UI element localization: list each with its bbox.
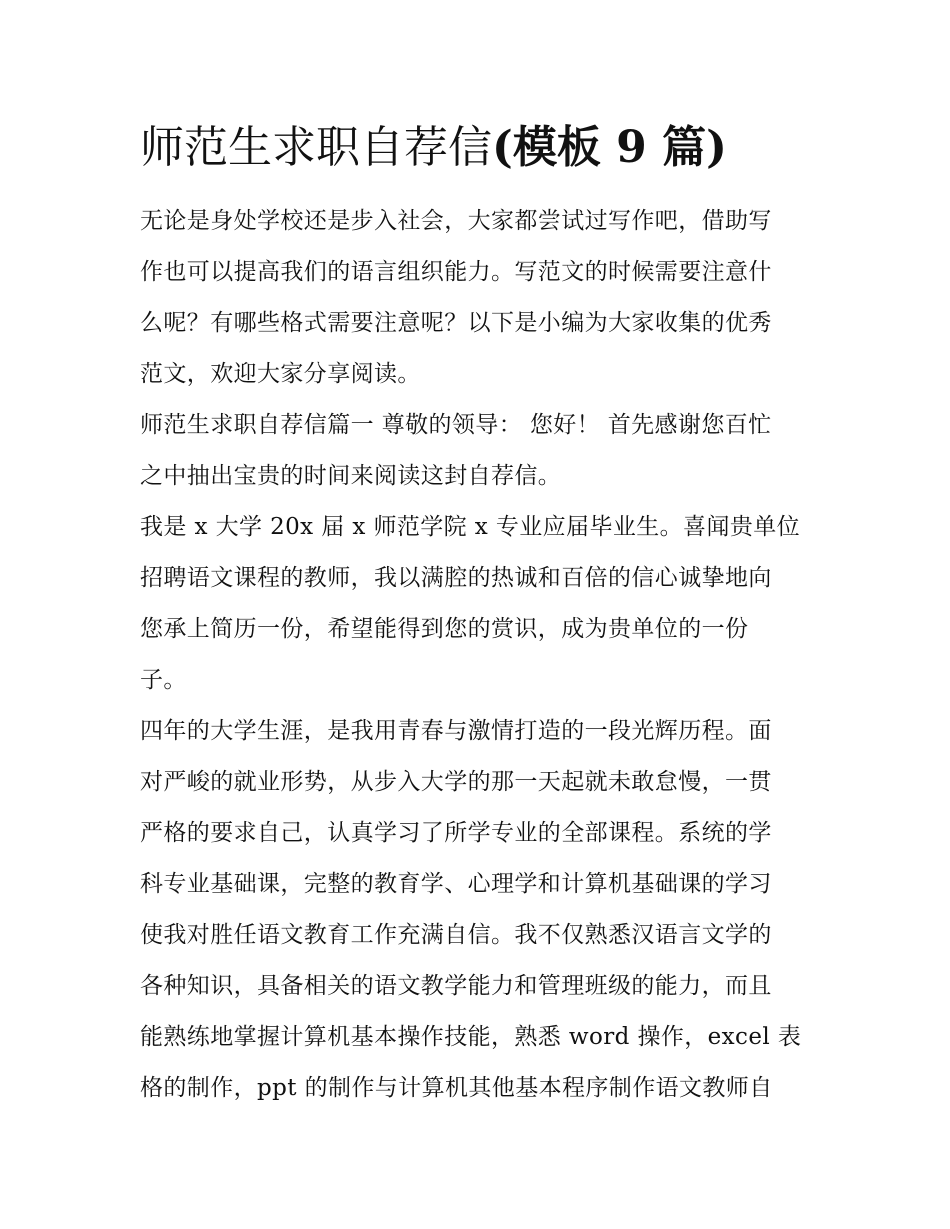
text-line: 您承上简历一份，希望能得到您的赏识，成为贵单位的一份: [140, 616, 749, 642]
text-line: 严格的要求自己，认真学习了所学专业的全部课程。系统的学: [140, 820, 772, 846]
paragraph-letter-greeting: [140, 400, 812, 502]
text-line: 使我对胜任语文教育工作充满自信。我不仅熟悉汉语言文学的: [140, 922, 772, 948]
text-line: 么呢？有哪些格式需要注意呢？以下是小编为大家收集的优秀: [140, 310, 772, 336]
text-line: 范文，欢迎大家分享阅读。: [140, 361, 421, 387]
paragraph-intro: [140, 196, 812, 400]
text-line: 四年的大学生涯，是我用青春与激情打造的一段光辉历程。面: [140, 718, 772, 744]
paragraph-self-intro: [140, 502, 812, 706]
text-line: 招聘语文课程的教师，我以满腔的热诚和百倍的信心诚挚地向: [140, 565, 772, 591]
paragraph-university-life: [140, 706, 812, 1114]
title-suffix: (模板 9 篇): [492, 122, 727, 173]
text-line: 科专业基础课，完整的教育学、心理学和计算机基础课的学习: [140, 871, 772, 897]
page-title: [140, 116, 840, 180]
text-line: 师范生求职自荐信篇一 尊敬的领导： 您好！ 首先感谢您百忙: [140, 412, 772, 438]
text-line: 作也可以提高我们的语言组织能力。写范文的时候需要注意什: [140, 259, 772, 285]
text-line: 对严峻的就业形势，从步入大学的那一天起就未敢怠慢，一贯: [140, 769, 772, 795]
text-line: 之中抽出宝贵的时间来阅读这封自荐信。: [140, 463, 562, 489]
text-line: 无论是身处学校还是步入社会，大家都尝试过写作吧，借助写: [140, 208, 772, 234]
text-line: 能熟练地掌握计算机基本操作技能，熟悉 word 操作，excel 表: [140, 1024, 802, 1050]
text-line: 我是 x 大学 20x 届 x 师范学院 x 专业应届毕业生。喜闻贵单位: [140, 514, 801, 540]
text-line: 子。: [140, 667, 187, 693]
title-main: 师范生求职自荐信: [140, 122, 492, 173]
text-line: 各种知识，具备相关的语文教学能力和管理班级的能力，而且: [140, 973, 772, 999]
document-body: [140, 196, 812, 1114]
text-line: 格的制作，ppt 的制作与计算机其他基本程序制作语文教师自: [140, 1075, 773, 1101]
